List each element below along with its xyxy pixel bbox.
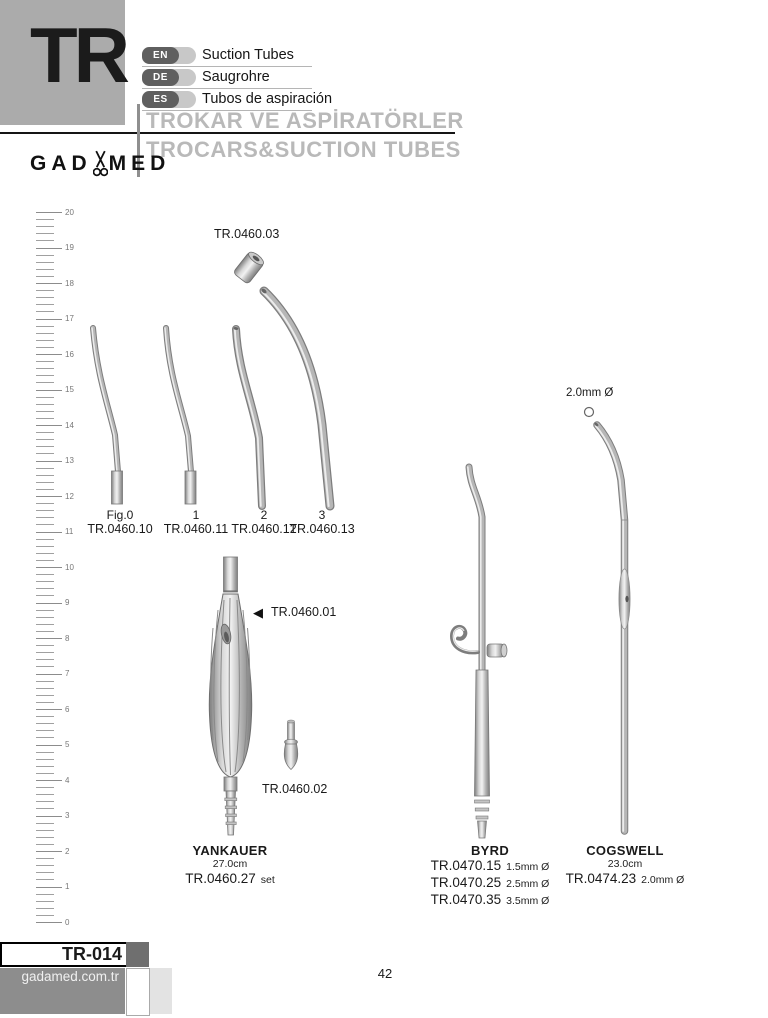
- ruler-minor-tick: [36, 581, 54, 582]
- section-code: TR: [30, 11, 126, 99]
- ruler-minor-tick: [36, 879, 54, 880]
- ruler-minor-tick: [36, 716, 54, 717]
- ruler-tick-label: 18: [65, 278, 74, 288]
- catalog-number: TR.0470.15: [430, 858, 502, 873]
- ruler-minor-tick: [36, 787, 54, 788]
- ruler-major-tick: [36, 709, 62, 710]
- ruler-minor-tick: [36, 240, 54, 241]
- pointer-arrow-icon: ◀: [253, 604, 263, 620]
- ruler-minor-tick: [36, 311, 54, 312]
- ruler-minor-tick: [36, 361, 54, 362]
- ruler-minor-tick: [36, 219, 54, 220]
- byrd-illustration: [452, 467, 507, 838]
- ruler-major-tick: [36, 425, 62, 426]
- ruler-minor-tick: [36, 375, 54, 376]
- ruler-tick-label: 15: [65, 385, 74, 394]
- handle-code-callout: [253, 605, 336, 619]
- figure-number: 1: [192, 508, 200, 522]
- ruler-minor-tick: [36, 368, 54, 369]
- ruler-tick-label: 1: [65, 882, 70, 891]
- catalog-number: TR.0470.35: [430, 892, 502, 907]
- ruler-minor-tick: [36, 624, 54, 625]
- ruler-minor-tick: [36, 794, 54, 795]
- footer-dark-square: [126, 942, 149, 967]
- ruler-minor-tick: [36, 262, 54, 263]
- ruler-minor-tick: [36, 446, 54, 447]
- ruler-tick-label: 12: [65, 491, 74, 501]
- language-row-en: [142, 47, 314, 64]
- page-title-english: TROCARS&SUCTION TUBES: [146, 137, 461, 162]
- language-tab: [142, 47, 196, 64]
- diameter: 3.5mm Ø: [506, 895, 550, 907]
- catalog-number: TR.0460.01: [271, 605, 337, 619]
- ruler-minor-tick: [36, 659, 54, 660]
- tip-variant-label: [276, 508, 368, 536]
- divider-line: [142, 88, 312, 89]
- ruler-tick-label: 8: [65, 633, 70, 643]
- catalog-number: TR.0460.12: [231, 522, 297, 536]
- ruler-major-tick: [36, 603, 62, 604]
- ruler-minor-tick: [36, 340, 54, 341]
- yankauer-handle-illustration: [209, 557, 251, 835]
- ruler-major-tick: [36, 319, 62, 320]
- ruler-minor-tick: [36, 823, 54, 824]
- ruler-tick-label: 5: [65, 740, 70, 749]
- byrd-label-block: [425, 843, 555, 909]
- ruler-major-tick: [36, 887, 62, 888]
- catalog-code-box: TR-014: [0, 942, 129, 967]
- ruler-tick-label: 6: [65, 704, 70, 714]
- ruler-minor-tick: [36, 830, 54, 831]
- ruler-minor-tick: [36, 539, 54, 540]
- ruler-minor-tick: [36, 553, 54, 554]
- ruler-minor-tick: [36, 617, 54, 618]
- ruler-minor-tick: [36, 574, 54, 575]
- ruler-minor-tick: [36, 255, 54, 256]
- figure-number: 3: [318, 508, 326, 522]
- ruler-minor-tick: [36, 510, 54, 511]
- ruler-minor-tick: [36, 730, 54, 731]
- ruler-minor-tick: [36, 347, 54, 348]
- diameter: 2.0mm Ø: [641, 874, 685, 886]
- product-name: BYRD: [470, 843, 510, 858]
- ruler-tick-label: 11: [65, 527, 74, 536]
- ruler-minor-tick: [36, 915, 54, 916]
- ruler-minor-tick: [36, 766, 54, 767]
- language-code-badge: ES: [142, 91, 179, 108]
- ruler-minor-tick: [36, 737, 54, 738]
- ruler-minor-tick: [36, 702, 54, 703]
- ruler-minor-tick: [36, 681, 54, 682]
- ruler-minor-tick: [36, 297, 54, 298]
- ruler-minor-tick: [36, 773, 54, 774]
- ruler-major-tick: [36, 283, 62, 284]
- page-number: 42: [377, 966, 393, 981]
- figure-number: 2: [260, 508, 268, 522]
- detached-tip-code: TR.0460.03: [214, 227, 280, 241]
- website-bar: gadamed.com.tr: [0, 968, 125, 1014]
- ruler-minor-tick: [36, 382, 54, 383]
- ruler-tick-label: 3: [65, 811, 70, 820]
- ruler-tick-label: 4: [65, 775, 70, 785]
- ruler-minor-tick: [36, 304, 54, 305]
- ruler-minor-tick: [36, 695, 54, 696]
- ruler-tick-label: 19: [65, 243, 74, 252]
- product-length: 23.0cm: [607, 858, 643, 870]
- ruler-minor-tick: [36, 645, 54, 646]
- figure-number: Fig.0: [106, 508, 134, 522]
- ruler-minor-tick: [36, 333, 54, 334]
- set-suffix: set: [260, 874, 275, 886]
- ruler-minor-tick: [36, 404, 54, 405]
- divider-line: [142, 66, 312, 67]
- ruler-minor-tick: [36, 844, 54, 845]
- diameter: 1.5mm Ø: [506, 861, 550, 873]
- ruler-major-tick: [36, 780, 62, 781]
- ruler-minor-tick: [36, 837, 54, 838]
- catalog-number: TR.0460.27: [185, 871, 256, 886]
- ruler-minor-tick: [36, 688, 54, 689]
- diameter: 2.5mm Ø: [506, 878, 550, 890]
- ruler-major-tick: [36, 390, 62, 391]
- ruler-major-tick: [36, 248, 62, 249]
- ruler-tick-label: 17: [65, 314, 74, 323]
- ruler-tick-label: 10: [65, 562, 74, 572]
- ruler-minor-tick: [36, 801, 54, 802]
- language-label: Saugrohre: [202, 69, 270, 85]
- language-row-es: [142, 91, 333, 108]
- ruler-minor-tick: [36, 439, 54, 440]
- ruler-minor-tick: [36, 226, 54, 227]
- yankauer-label-block: [150, 843, 310, 888]
- product-name: COGSWELL: [586, 843, 664, 858]
- tip-diameter-label: 2.0mm Ø: [566, 387, 614, 399]
- ruler-major-tick: [36, 922, 62, 923]
- ruler-minor-tick: [36, 503, 54, 504]
- ruler-major-tick: [36, 212, 62, 213]
- footer-white-square: [126, 968, 150, 1016]
- footer-light-square: [150, 968, 172, 1014]
- ruler-minor-tick: [36, 666, 54, 667]
- product-length: 27.0cm: [212, 858, 248, 870]
- ruler-minor-tick: [36, 865, 54, 866]
- ruler-minor-tick: [36, 418, 54, 419]
- ruler-minor-tick: [36, 524, 54, 525]
- ruler-minor-tick: [36, 468, 54, 469]
- ruler-minor-tick: [36, 475, 54, 476]
- ruler-major-tick: [36, 532, 62, 533]
- suction-tip-1-illustration: [165, 328, 196, 504]
- ruler-major-tick: [36, 674, 62, 675]
- scissors-icon: [93, 150, 108, 178]
- ruler-minor-tick: [36, 901, 54, 902]
- ruler-minor-tick: [36, 517, 54, 518]
- ruler-major-tick: [36, 354, 62, 355]
- ruler-minor-tick: [36, 631, 54, 632]
- product-name: YANKAUER: [192, 843, 268, 858]
- ruler-minor-tick: [36, 546, 54, 547]
- catalog-number: TR.0460.13: [289, 522, 355, 536]
- ruler-major-tick: [36, 638, 62, 639]
- ruler-minor-tick: [36, 290, 54, 291]
- ruler-minor-tick: [36, 560, 54, 561]
- diameter-ring-icon: [585, 408, 594, 417]
- catalog-number: TR.0460.11: [163, 522, 229, 536]
- ruler-tick-label: 7: [65, 669, 70, 678]
- catalog-number: TR.0460.10: [87, 522, 153, 536]
- ruler-minor-tick: [36, 588, 54, 589]
- ruler-minor-tick: [36, 652, 54, 653]
- ruler-tick-label: 2: [65, 846, 70, 856]
- ruler-minor-tick: [36, 411, 54, 412]
- ruler-minor-tick: [36, 326, 54, 327]
- ruler-minor-tick: [36, 752, 54, 753]
- ruler-minor-tick: [36, 858, 54, 859]
- language-tab: [142, 69, 196, 86]
- language-tab: [142, 91, 196, 108]
- ruler-major-tick: [36, 816, 62, 817]
- ruler-minor-tick: [36, 276, 54, 277]
- ruler-minor-tick: [36, 432, 54, 433]
- ruler-major-tick: [36, 496, 62, 497]
- catalog-number: TR.0470.25: [430, 875, 502, 890]
- brand-text-left: GAD: [30, 152, 92, 175]
- ruler-tick-label: 20: [65, 207, 74, 217]
- brand-text-right: MED: [108, 152, 171, 175]
- suction-tip-fig0-illustration: [92, 328, 123, 504]
- ruler-minor-tick: [36, 908, 54, 909]
- ruler-major-tick: [36, 851, 62, 852]
- ruler-minor-tick: [36, 453, 54, 454]
- ruler-minor-tick: [36, 872, 54, 873]
- ruler-tick-label: 14: [65, 420, 74, 430]
- page-title-turkish: TROKAR VE ASPİRATÖRLER: [146, 108, 464, 133]
- cogswell-illustration: [585, 408, 631, 832]
- ruler-minor-tick: [36, 482, 54, 483]
- ruler-minor-tick: [36, 489, 54, 490]
- ruler-major-tick: [36, 567, 62, 568]
- ruler-minor-tick: [36, 759, 54, 760]
- ruler-minor-tick: [36, 595, 54, 596]
- cogswell-label-block: [555, 843, 695, 888]
- ruler-minor-tick: [36, 894, 54, 895]
- language-label: Suction Tubes: [202, 47, 294, 63]
- suction-tip-2-illustration: [233, 327, 262, 506]
- ruler-major-tick: [36, 461, 62, 462]
- ruler-minor-tick: [36, 269, 54, 270]
- ruler-tick-label: 9: [65, 598, 70, 607]
- language-code-badge: EN: [142, 47, 179, 64]
- ruler-tick-label: 0: [65, 917, 70, 927]
- language-label: Tubos de aspiración: [202, 91, 333, 107]
- language-row-de: [142, 69, 314, 86]
- olive-tip-illustration: [284, 720, 297, 770]
- language-code-badge: DE: [142, 69, 179, 86]
- ruler-minor-tick: [36, 610, 54, 611]
- ruler-minor-tick: [36, 723, 54, 724]
- ruler-minor-tick: [36, 397, 54, 398]
- olive-tip-code: TR.0460.02: [262, 782, 328, 796]
- ruler-tick-label: 16: [65, 349, 74, 359]
- ruler-tick-label: 13: [65, 456, 74, 465]
- ruler-minor-tick: [36, 808, 54, 809]
- catalog-number: TR.0474.23: [565, 871, 637, 886]
- ruler-minor-tick: [36, 233, 54, 234]
- ruler-major-tick: [36, 745, 62, 746]
